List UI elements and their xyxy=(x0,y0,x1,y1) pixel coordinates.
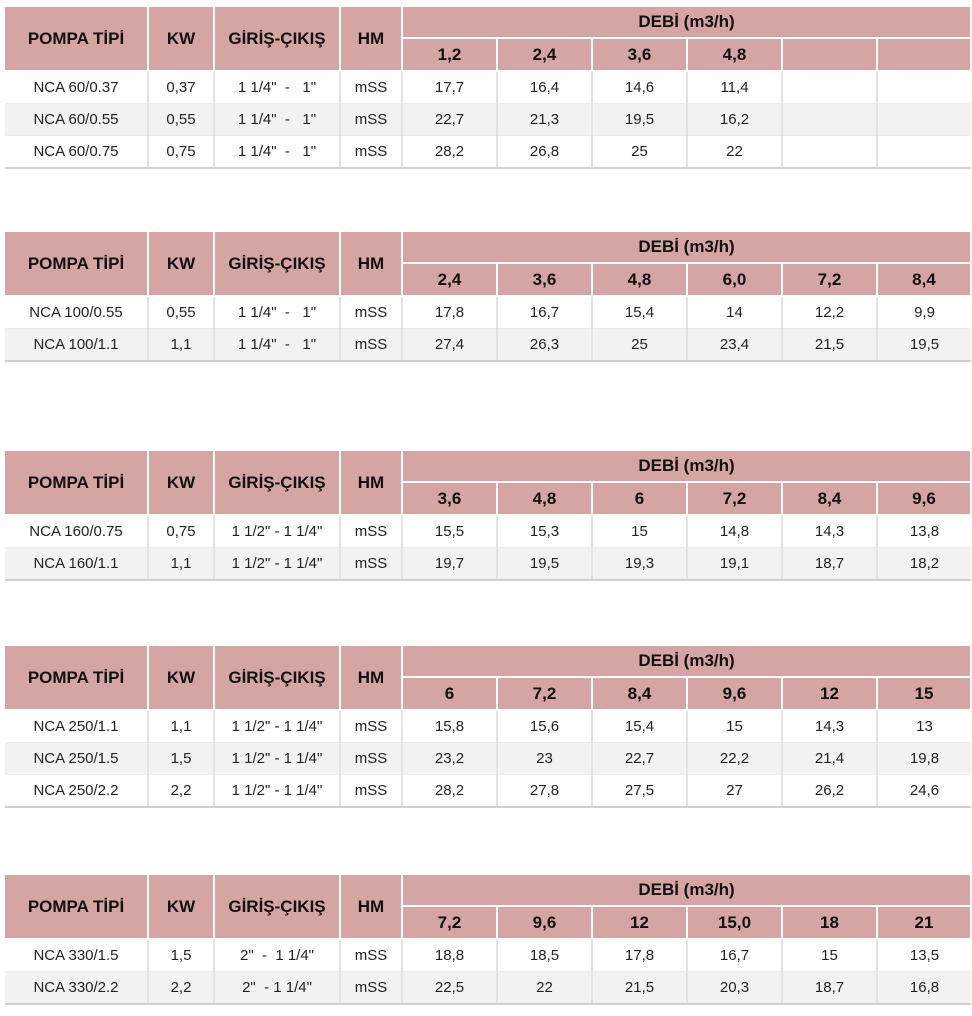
flow-rate-header: 8,4 xyxy=(782,482,877,515)
pump-model-cell: NCA 330/1.5 xyxy=(5,939,148,972)
head-value-cell: 12,2 xyxy=(782,296,877,329)
flow-rate-header: 8,4 xyxy=(877,263,971,296)
head-value-cell: 14,3 xyxy=(782,515,877,548)
inlet-outlet-cell: 2" - 1 1/4" xyxy=(214,939,340,972)
header-giris-cikis: GİRİŞ-ÇIKIŞ xyxy=(214,451,340,515)
head-value-cell: 17,8 xyxy=(592,939,687,972)
kw-cell: 0,37 xyxy=(148,71,214,104)
head-value-cell: 27,5 xyxy=(592,775,687,808)
head-value-cell: 26,2 xyxy=(782,775,877,808)
flow-rate-header: 6 xyxy=(592,482,687,515)
flow-rate-header: 3,6 xyxy=(402,482,497,515)
head-value-cell: 15,3 xyxy=(497,515,592,548)
head-value-cell: 14,6 xyxy=(592,71,687,104)
head-value-cell: 23 xyxy=(497,743,592,775)
head-value-cell xyxy=(877,71,971,104)
header-debi: DEBİ (m3/h) xyxy=(402,7,971,38)
pump-model-cell: NCA 100/0.55 xyxy=(5,296,148,329)
hm-unit-cell: mSS xyxy=(340,743,402,775)
pump-model-cell: NCA 250/2.2 xyxy=(5,775,148,808)
table-row xyxy=(5,296,971,329)
head-value-cell: 15,4 xyxy=(592,710,687,743)
head-value-cell: 18,8 xyxy=(402,939,497,972)
inlet-outlet-cell: 1 1/4" - 1" xyxy=(214,136,340,169)
kw-cell: 0,55 xyxy=(148,104,214,136)
head-value-cell xyxy=(782,104,877,136)
head-value-cell: 14 xyxy=(687,296,782,329)
head-value-cell: 26,8 xyxy=(497,136,592,169)
header-hm: HM xyxy=(340,232,402,296)
flow-rate-header xyxy=(877,38,971,71)
head-value-cell: 21,5 xyxy=(782,329,877,362)
flow-rate-header: 18 xyxy=(782,906,877,939)
head-value-cell: 19,5 xyxy=(592,104,687,136)
head-value-cell: 22,7 xyxy=(592,743,687,775)
hm-unit-cell: mSS xyxy=(340,71,402,104)
flow-rate-header: 15,0 xyxy=(687,906,782,939)
flow-rate-header: 1,2 xyxy=(402,38,497,71)
flow-rate-header: 7,2 xyxy=(497,677,592,710)
pump-table xyxy=(5,451,972,581)
flow-rate-header: 9,6 xyxy=(497,906,592,939)
header-pompa-tipi: POMPA TİPİ xyxy=(5,875,148,939)
flow-rate-header: 4,8 xyxy=(592,263,687,296)
pump-model-cell: NCA 100/1.1 xyxy=(5,329,148,362)
pump-model-cell: NCA 160/0.75 xyxy=(5,515,148,548)
header-giris-cikis: GİRİŞ-ÇIKIŞ xyxy=(214,875,340,939)
head-value-cell: 19,5 xyxy=(497,548,592,581)
inlet-outlet-cell: 2" - 1 1/4" xyxy=(214,972,340,1005)
header-giris-cikis: GİRİŞ-ÇIKIŞ xyxy=(214,646,340,710)
pump-table xyxy=(5,646,972,808)
head-value-cell: 21,5 xyxy=(592,972,687,1005)
flow-rate-header: 4,8 xyxy=(497,482,592,515)
head-value-cell: 22,2 xyxy=(687,743,782,775)
head-value-cell: 16,7 xyxy=(497,296,592,329)
header-debi: DEBİ (m3/h) xyxy=(402,451,971,482)
flow-rate-header: 12 xyxy=(782,677,877,710)
header-giris-cikis: GİRİŞ-ÇIKIŞ xyxy=(214,7,340,71)
header-debi: DEBİ (m3/h) xyxy=(402,646,971,677)
head-value-cell: 28,2 xyxy=(402,136,497,169)
hm-unit-cell: mSS xyxy=(340,296,402,329)
table-row xyxy=(5,775,971,808)
header-hm: HM xyxy=(340,7,402,71)
inlet-outlet-cell: 1 1/2" - 1 1/4" xyxy=(214,548,340,581)
head-value-cell: 13,8 xyxy=(877,515,971,548)
kw-cell: 1,1 xyxy=(148,329,214,362)
head-value-cell: 13,5 xyxy=(877,939,971,972)
kw-cell: 0,75 xyxy=(148,515,214,548)
table-row xyxy=(5,939,971,972)
table-row xyxy=(5,515,971,548)
header-kw: KW xyxy=(148,875,214,939)
flow-rate-header: 9,6 xyxy=(877,482,971,515)
head-value-cell: 15 xyxy=(592,515,687,548)
head-value-cell: 15,8 xyxy=(402,710,497,743)
flow-rate-header: 6,0 xyxy=(687,263,782,296)
head-value-cell: 15 xyxy=(782,939,877,972)
flow-rate-header: 12 xyxy=(592,906,687,939)
header-pompa-tipi: POMPA TİPİ xyxy=(5,232,148,296)
head-value-cell: 19,1 xyxy=(687,548,782,581)
head-value-cell: 25 xyxy=(592,329,687,362)
head-value-cell xyxy=(877,136,971,169)
head-value-cell: 19,5 xyxy=(877,329,971,362)
kw-cell: 0,75 xyxy=(148,136,214,169)
head-value-cell: 19,7 xyxy=(402,548,497,581)
hm-unit-cell: mSS xyxy=(340,515,402,548)
pump-table xyxy=(5,7,972,169)
pump-table xyxy=(5,875,972,1005)
inlet-outlet-cell: 1 1/4" - 1" xyxy=(214,104,340,136)
head-value-cell: 25 xyxy=(592,136,687,169)
kw-cell: 1,5 xyxy=(148,743,214,775)
hm-unit-cell: mSS xyxy=(340,710,402,743)
inlet-outlet-cell: 1 1/2" - 1 1/4" xyxy=(214,515,340,548)
head-value-cell: 18,5 xyxy=(497,939,592,972)
head-value-cell: 16,7 xyxy=(687,939,782,972)
pump-model-cell: NCA 60/0.55 xyxy=(5,104,148,136)
header-pompa-tipi: POMPA TİPİ xyxy=(5,451,148,515)
head-value-cell: 18,2 xyxy=(877,548,971,581)
inlet-outlet-cell: 1 1/4" - 1" xyxy=(214,329,340,362)
header-kw: KW xyxy=(148,646,214,710)
pump-model-cell: NCA 60/0.75 xyxy=(5,136,148,169)
flow-rate-header: 7,2 xyxy=(782,263,877,296)
head-value-cell xyxy=(782,136,877,169)
hm-unit-cell: mSS xyxy=(340,775,402,808)
head-value-cell xyxy=(782,71,877,104)
head-value-cell: 27,4 xyxy=(402,329,497,362)
head-value-cell: 16,2 xyxy=(687,104,782,136)
head-value-cell: 27,8 xyxy=(497,775,592,808)
flow-rate-header: 6 xyxy=(402,677,497,710)
head-value-cell: 18,7 xyxy=(782,548,877,581)
head-value-cell: 18,7 xyxy=(782,972,877,1005)
flow-rate-header: 7,2 xyxy=(687,482,782,515)
flow-rate-header: 7,2 xyxy=(402,906,497,939)
flow-rate-header: 21 xyxy=(877,906,971,939)
head-value-cell: 11,4 xyxy=(687,71,782,104)
head-value-cell: 19,3 xyxy=(592,548,687,581)
header-pompa-tipi: POMPA TİPİ xyxy=(5,646,148,710)
pump-model-cell: NCA 160/1.1 xyxy=(5,548,148,581)
inlet-outlet-cell: 1 1/2" - 1 1/4" xyxy=(214,775,340,808)
flow-rate-header: 15 xyxy=(877,677,971,710)
table-row xyxy=(5,104,971,136)
inlet-outlet-cell: 1 1/4" - 1" xyxy=(214,71,340,104)
header-debi: DEBİ (m3/h) xyxy=(402,875,971,906)
table-row xyxy=(5,710,971,743)
head-value-cell: 28,2 xyxy=(402,775,497,808)
head-value-cell: 20,3 xyxy=(687,972,782,1005)
header-hm: HM xyxy=(340,646,402,710)
header-kw: KW xyxy=(148,7,214,71)
header-hm: HM xyxy=(340,875,402,939)
header-pompa-tipi: POMPA TİPİ xyxy=(5,7,148,71)
hm-unit-cell: mSS xyxy=(340,939,402,972)
pump-table xyxy=(5,232,972,362)
flow-rate-header: 3,6 xyxy=(497,263,592,296)
head-value-cell: 14,3 xyxy=(782,710,877,743)
kw-cell: 2,2 xyxy=(148,972,214,1005)
head-value-cell: 26,3 xyxy=(497,329,592,362)
inlet-outlet-cell: 1 1/4" - 1" xyxy=(214,296,340,329)
head-value-cell: 21,3 xyxy=(497,104,592,136)
table-row xyxy=(5,329,971,362)
flow-rate-header: 4,8 xyxy=(687,38,782,71)
kw-cell: 0,55 xyxy=(148,296,214,329)
head-value-cell: 23,2 xyxy=(402,743,497,775)
header-giris-cikis: GİRİŞ-ÇIKIŞ xyxy=(214,232,340,296)
head-value-cell: 16,8 xyxy=(877,972,971,1005)
flow-rate-header: 2,4 xyxy=(497,38,592,71)
kw-cell: 2,2 xyxy=(148,775,214,808)
pump-model-cell: NCA 330/2.2 xyxy=(5,972,148,1005)
flow-rate-header: 3,6 xyxy=(592,38,687,71)
table-row xyxy=(5,743,971,775)
head-value-cell: 22 xyxy=(497,972,592,1005)
head-value-cell: 24,6 xyxy=(877,775,971,808)
inlet-outlet-cell: 1 1/2" - 1 1/4" xyxy=(214,743,340,775)
hm-unit-cell: mSS xyxy=(340,104,402,136)
head-value-cell: 15,4 xyxy=(592,296,687,329)
hm-unit-cell: mSS xyxy=(340,548,402,581)
inlet-outlet-cell: 1 1/2" - 1 1/4" xyxy=(214,710,340,743)
kw-cell: 1,5 xyxy=(148,939,214,972)
head-value-cell: 15 xyxy=(687,710,782,743)
pump-model-cell: NCA 250/1.5 xyxy=(5,743,148,775)
head-value-cell: 13 xyxy=(877,710,971,743)
head-value-cell: 15,5 xyxy=(402,515,497,548)
table-row xyxy=(5,136,971,169)
head-value-cell: 22,5 xyxy=(402,972,497,1005)
head-value-cell: 19,8 xyxy=(877,743,971,775)
table-row xyxy=(5,71,971,104)
hm-unit-cell: mSS xyxy=(340,972,402,1005)
head-value-cell: 22 xyxy=(687,136,782,169)
flow-rate-header: 8,4 xyxy=(592,677,687,710)
hm-unit-cell: mSS xyxy=(340,136,402,169)
head-value-cell: 16,4 xyxy=(497,71,592,104)
head-value-cell: 14,8 xyxy=(687,515,782,548)
flow-rate-header xyxy=(782,38,877,71)
flow-rate-header: 9,6 xyxy=(687,677,782,710)
head-value-cell: 17,7 xyxy=(402,71,497,104)
header-kw: KW xyxy=(148,232,214,296)
table-row xyxy=(5,972,971,1005)
head-value-cell: 27 xyxy=(687,775,782,808)
header-debi: DEBİ (m3/h) xyxy=(402,232,971,263)
header-kw: KW xyxy=(148,451,214,515)
head-value-cell: 21,4 xyxy=(782,743,877,775)
head-value-cell: 17,8 xyxy=(402,296,497,329)
kw-cell: 1,1 xyxy=(148,710,214,743)
table-row xyxy=(5,548,971,581)
hm-unit-cell: mSS xyxy=(340,329,402,362)
kw-cell: 1,1 xyxy=(148,548,214,581)
flow-rate-header: 2,4 xyxy=(402,263,497,296)
head-value-cell: 15,6 xyxy=(497,710,592,743)
head-value-cell: 9,9 xyxy=(877,296,971,329)
head-value-cell: 23,4 xyxy=(687,329,782,362)
head-value-cell xyxy=(877,104,971,136)
header-hm: HM xyxy=(340,451,402,515)
head-value-cell: 22,7 xyxy=(402,104,497,136)
pump-model-cell: NCA 250/1.1 xyxy=(5,710,148,743)
pump-model-cell: NCA 60/0.37 xyxy=(5,71,148,104)
